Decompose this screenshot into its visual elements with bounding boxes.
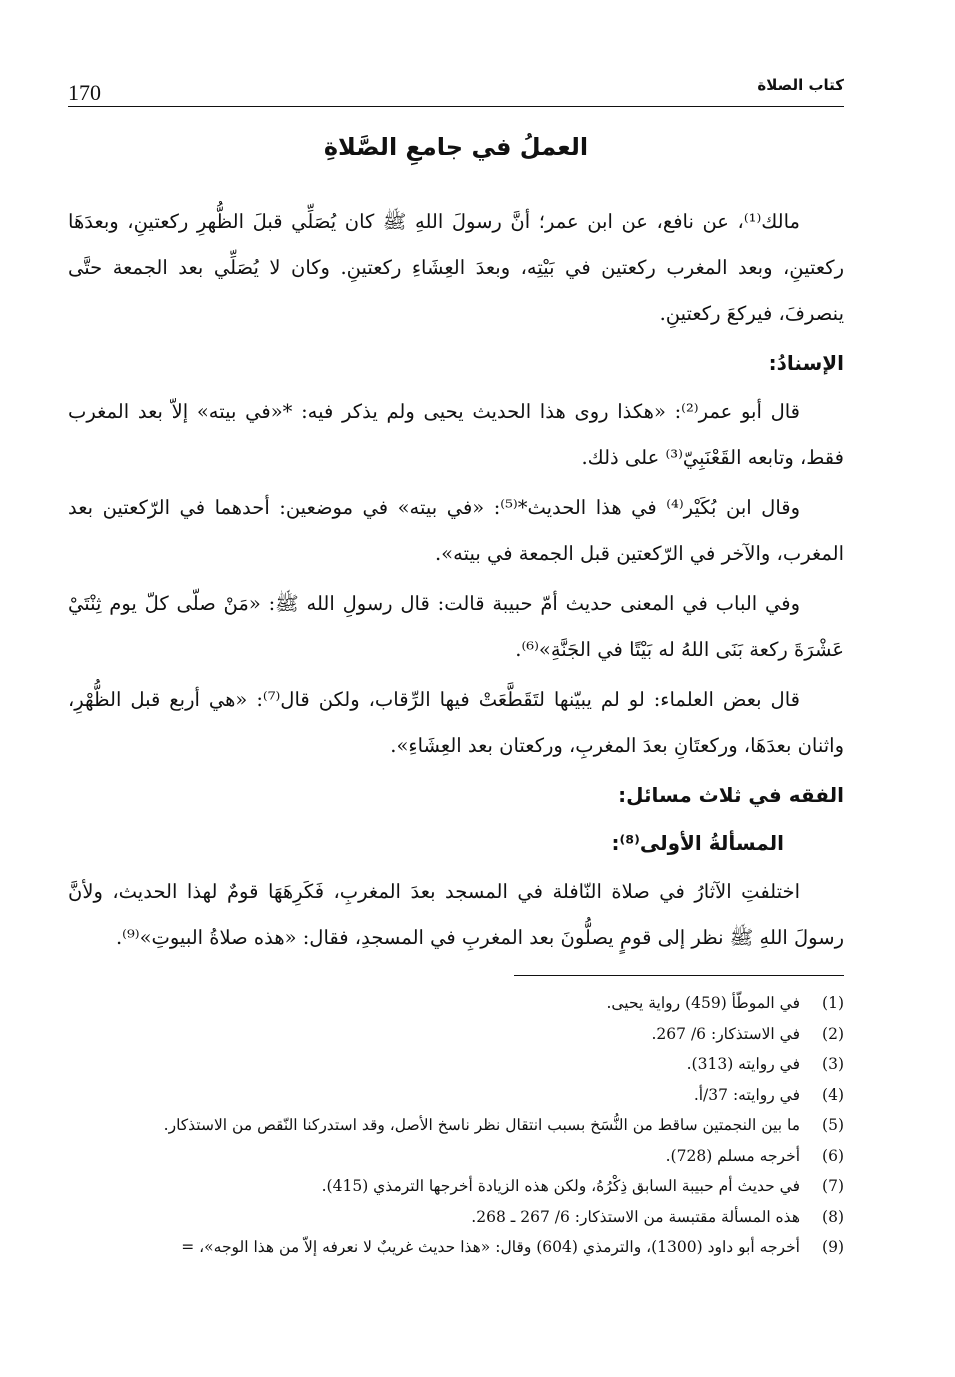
footnote [68, 988, 844, 1019]
footnote-text: في روايته (313). [686, 1055, 800, 1073]
footnote-number: (2) [822, 1024, 844, 1043]
footnote [68, 1019, 844, 1050]
footnote-text: ما بين النجمتين ساقط من النُّسَخ بسبب انتقال نظر ناسخ الأصل، وقد استدركنا النّقص من الاستذكار. [163, 1116, 800, 1134]
page-number: 170 [68, 80, 101, 105]
footnote-text: في الموطّأ (459) رواية يحيى. [606, 994, 800, 1012]
footnotes [68, 988, 844, 1263]
masala-heading: المسألةُ الأولى⁽⁸⁾: [611, 831, 784, 855]
main-text [68, 199, 844, 961]
footnote-number: (5) [822, 1116, 844, 1134]
footnote-number: (9) [822, 1238, 844, 1256]
isnad-heading: الإسنادُ: [768, 351, 844, 375]
page [68, 70, 844, 1263]
isnad-paragraph-2: وقال ابن بُكَيْر⁽⁴⁾ في هذا الحديث*⁽⁵⁾: «في بيته» في موضعين: أحدهما في الرّكعتين بعد المغرب، والآخر في الرّكعتين قبل الجمعة في بيته». [68, 496, 844, 565]
running-head [68, 70, 844, 107]
footnote-number: (7) [822, 1177, 844, 1195]
footnote-number: (1) [822, 994, 844, 1012]
footnote [68, 1171, 844, 1202]
footnote [68, 1232, 844, 1263]
footnote-number: (4) [822, 1085, 844, 1104]
footnote [68, 1049, 844, 1080]
footnote [68, 1110, 844, 1141]
footnote [68, 1141, 844, 1172]
chapter-title: العملُ في جامعِ الصَّلاةِ [323, 133, 589, 161]
footnote [68, 1202, 844, 1233]
footnote-divider [514, 975, 844, 976]
footnote-number: (3) [822, 1055, 844, 1073]
footnote-text: في روايته: 37/أ. [693, 1085, 800, 1104]
footnote-number: (6) [822, 1146, 844, 1165]
footnote-text: في حديث أم حبيبة السابق ذِكْرُهُ، ولكن هذه الزيادة أخرجها الترمذي (415). [321, 1177, 800, 1195]
footnote-text: في الاستذكار: 6/ 267. [651, 1024, 800, 1043]
isnad-paragraph-4: قال بعض العلماء: لو لم يبيّنها لتَقَطَّعَتْ فيها الرِّقاب، ولكن قال⁽⁷⁾: «هي أربع قبل الظُّهْرِ، واثنان بعدَهَا، وركعتَانِ بعدَ المغربِ، وركعتان بعد العِشَاءِ». [68, 688, 844, 757]
masala-paragraph: اختلفتِ الآثارُ في صلاة النّافلة في المسجد بعدَ المغربِ، فَكَرِهَهَا قومٌ لهذا الحديث، ولأنَّ رسولَ اللهِ ﷺ نظر إلى قومٍ يصلُّونَ بعد المغربِ في المسجدِ، فقال: «هذه صلاةُ البيوتِ»⁽⁹⁾. [68, 880, 844, 949]
footnote [68, 1080, 844, 1111]
fiqh-heading: الفقه في ثلاث مسائل: [618, 783, 844, 807]
hadith-paragraph: مالك⁽¹⁾، عن نافع، عن ابن عمر؛ أنَّ رسولَ اللهِ ﷺ كان يُصَلِّي قبلَ الظُّهرِ ركعتينِ، وبعدَهَا ركعتينِ، وبعد المغرب ركعتين في بَيْتِه، وبعدَ العِشَاءِ ركعتينِ. وكان لا يُصَلِّي بعد الجمعة حتَّى ينصرفَ، فيركعَ ركعتينِ. [68, 210, 844, 325]
footnote-text: هذه المسألة مقتبسة من الاستذكار: 6/ 267 ـ 268. [471, 1207, 800, 1226]
footnote-text: أخرجه أبو داود (1300)، والترمذي (604) وقال: «هذا حديث غريبٌ لا نعرفه إلاّ من هذا الوجه»، = [181, 1238, 800, 1256]
footnote-text: أخرجه مسلم (728). [665, 1146, 800, 1165]
isnad-paragraph-3: وفي الباب في المعنى حديث أمّ حبيبة قالت: قال رسولِ الله ﷺ: «مَنْ صلّى كلّ يوم ثِنْتَيْ عَشْرَةَ ركعة بَنَى اللهُ له بَيْتًا في الجَنَّةِ»⁽⁶⁾. [68, 592, 844, 661]
footnote-number: (8) [822, 1207, 844, 1226]
book-title: كتاب الصلاة [757, 76, 844, 94]
isnad-paragraph-1: قال أبو عمر⁽²⁾: «هكذا روى هذا الحديث يحيى ولم يذكر فيه: *«في بيته» إلاّ بعد المغرب فقط، وتابعه القَعْنَبِيّ⁽³⁾ على ذلك. [68, 400, 844, 469]
